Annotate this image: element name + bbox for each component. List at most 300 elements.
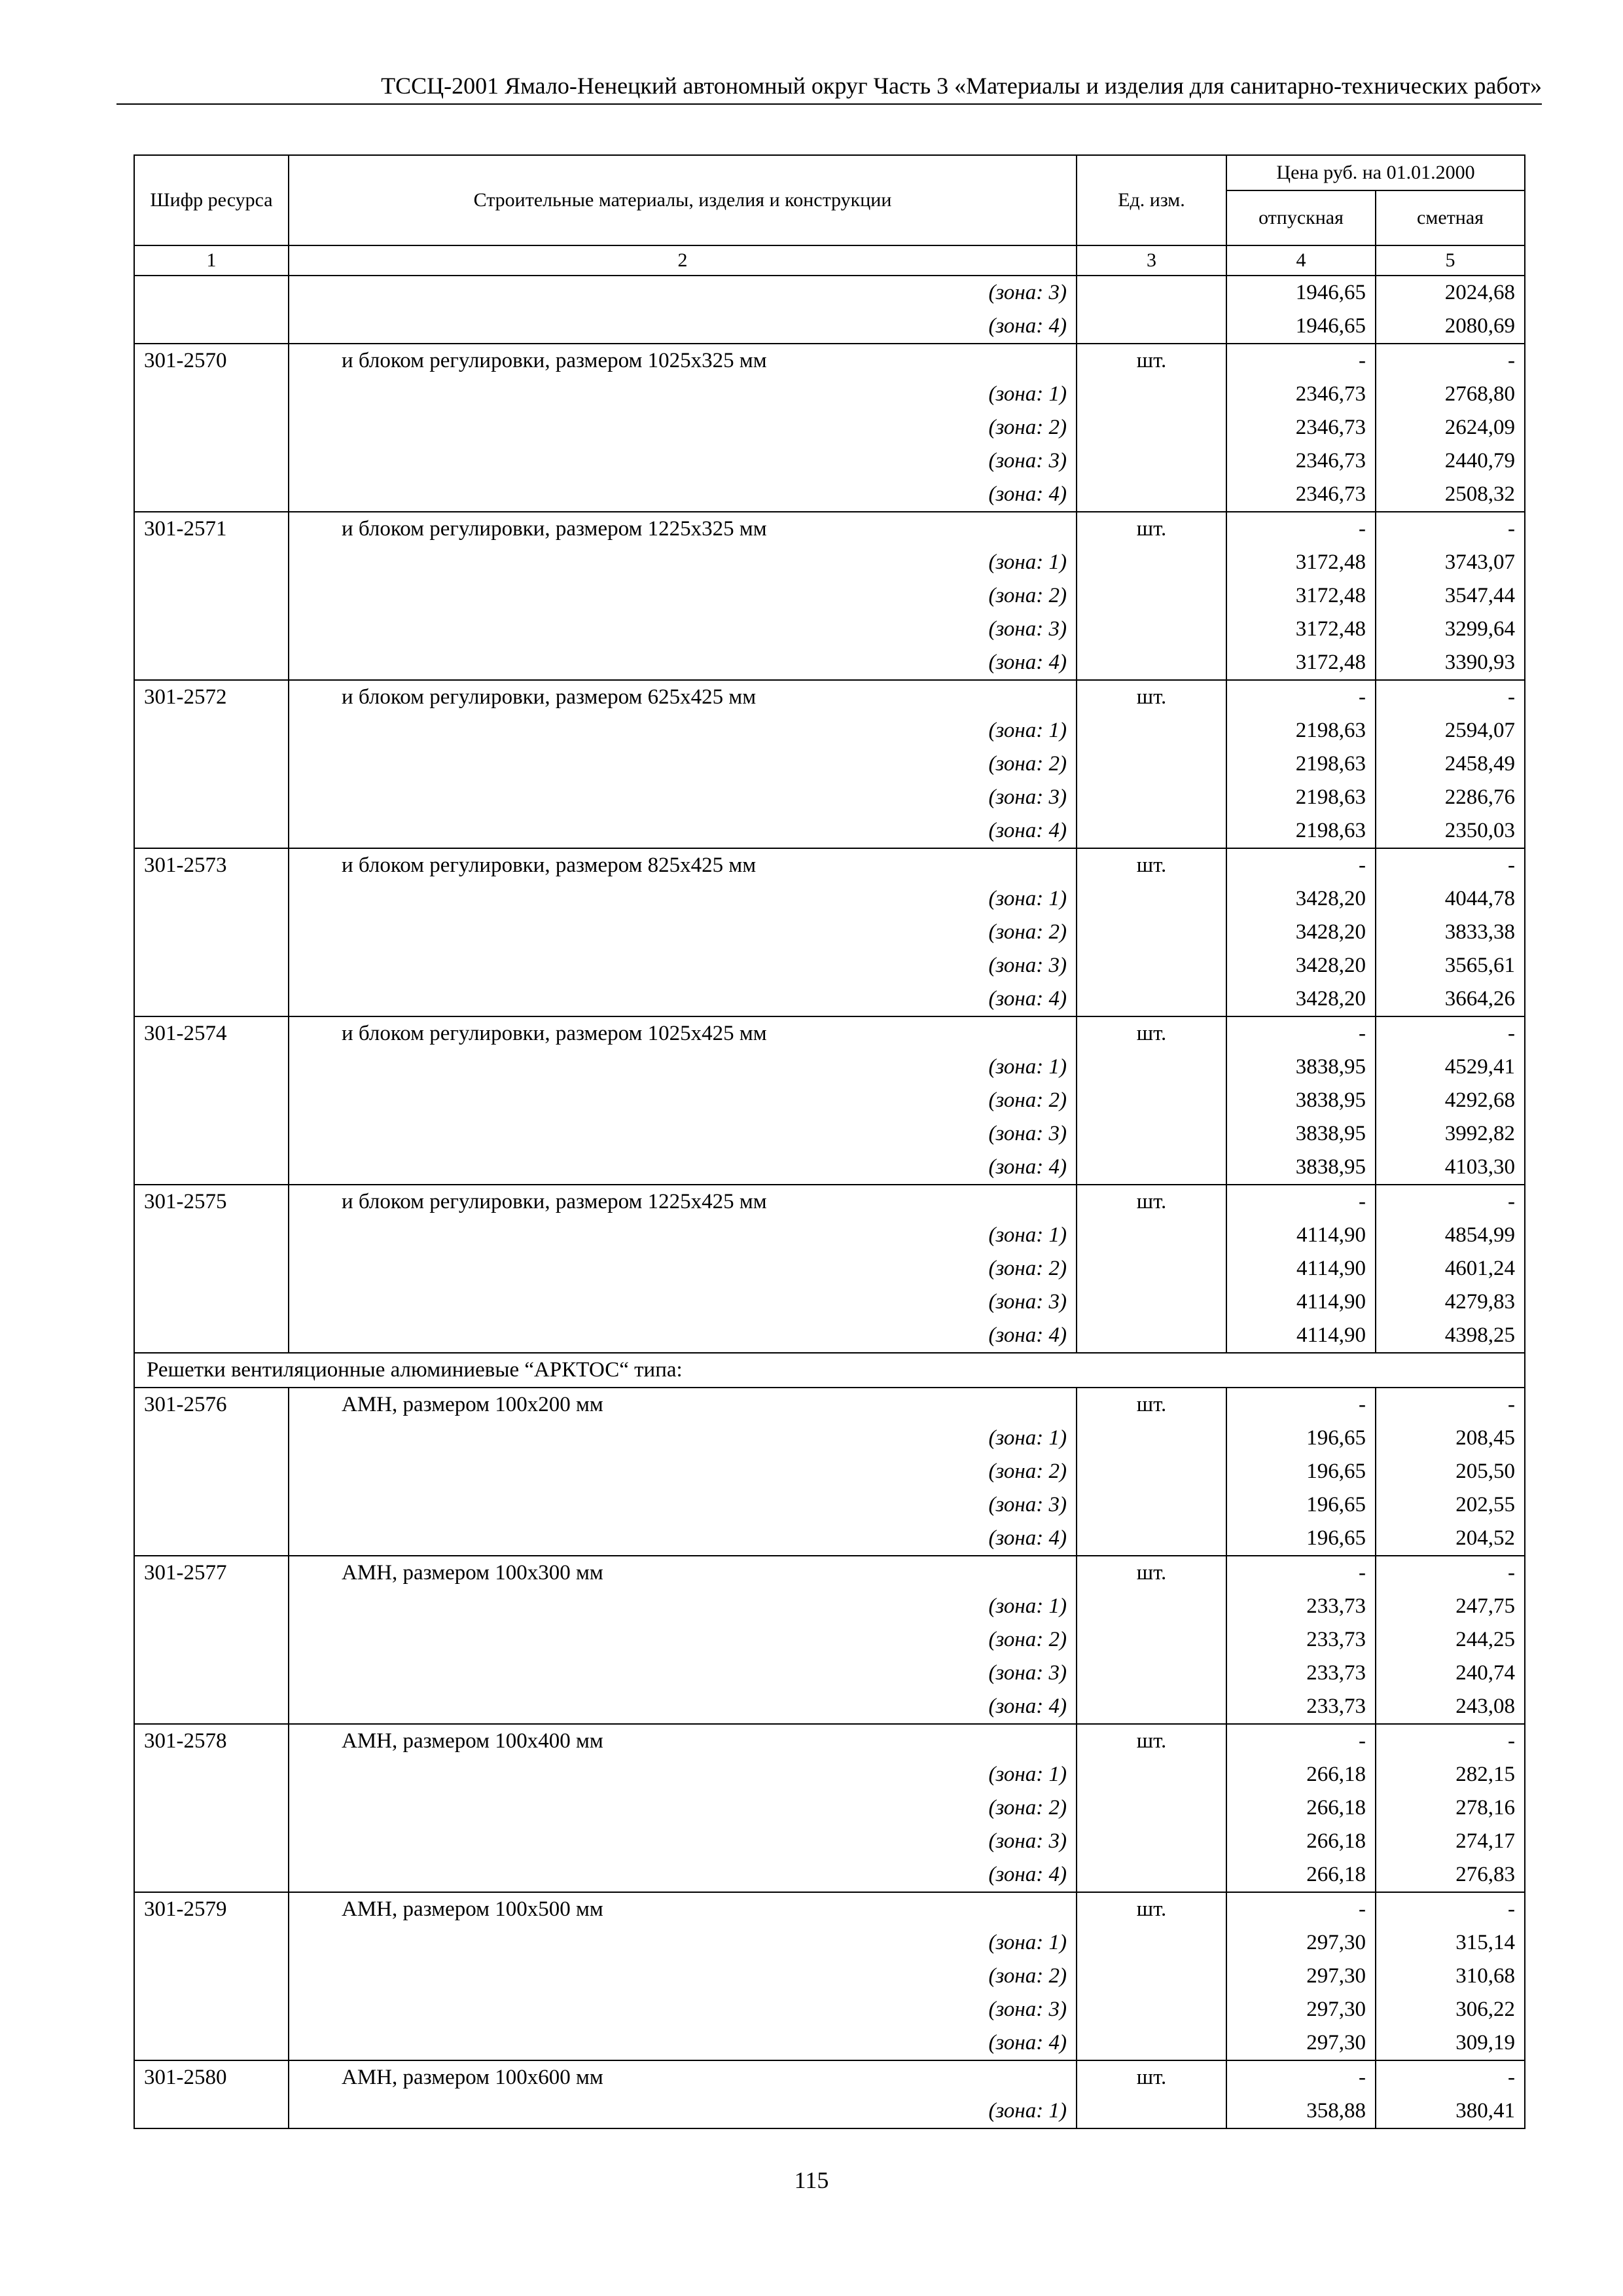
resource-code xyxy=(134,276,289,310)
resource-code xyxy=(134,882,289,916)
estimate-price: - xyxy=(1376,680,1525,714)
resource-code: 301-2576 xyxy=(134,1388,289,1422)
price-table xyxy=(134,154,1525,2129)
unit-of-measure xyxy=(1077,1488,1226,1522)
unit-of-measure xyxy=(1077,1522,1226,1556)
zone-row xyxy=(134,1657,1525,1690)
release-price: 2198,63 xyxy=(1226,814,1376,848)
zone-row xyxy=(134,444,1525,478)
resource-code xyxy=(134,916,289,949)
unit-of-measure xyxy=(1077,613,1226,646)
zone-row xyxy=(134,613,1525,646)
resource-code xyxy=(134,814,289,848)
estimate-price: 204,52 xyxy=(1376,1522,1525,1556)
col-number: 1 xyxy=(134,245,289,276)
zone-label: (зона: 3) xyxy=(289,1993,1077,2026)
zone-label: (зона: 1) xyxy=(289,1050,1077,1084)
zone-label: (зона: 4) xyxy=(289,982,1077,1016)
resource-code xyxy=(134,1219,289,1252)
unit-of-measure xyxy=(1077,1455,1226,1488)
unit-of-measure xyxy=(1077,444,1226,478)
unit-of-measure: шт. xyxy=(1077,1724,1226,1758)
zone-row xyxy=(134,1690,1525,1724)
release-price: - xyxy=(1226,2060,1376,2094)
resource-code xyxy=(134,1858,289,1892)
release-price: 2346,73 xyxy=(1226,478,1376,512)
unit-of-measure xyxy=(1077,1825,1226,1858)
resource-code xyxy=(134,1285,289,1319)
zone-row xyxy=(134,1117,1525,1151)
release-price: 2198,63 xyxy=(1226,714,1376,747)
estimate-price: 3565,61 xyxy=(1376,949,1525,982)
resource-code: 301-2577 xyxy=(134,1556,289,1590)
release-price: 297,30 xyxy=(1226,1926,1376,1960)
resource-code xyxy=(134,747,289,781)
unit-of-measure: шт. xyxy=(1077,2060,1226,2094)
zone-label: (зона: 3) xyxy=(289,276,1077,310)
resource-code xyxy=(134,1522,289,1556)
unit-of-measure: шт. xyxy=(1077,1892,1226,1926)
zone-row xyxy=(134,310,1525,344)
resource-code: 301-2572 xyxy=(134,680,289,714)
unit-of-measure xyxy=(1077,1623,1226,1657)
zone-row xyxy=(134,478,1525,512)
estimate-price: 2350,03 xyxy=(1376,814,1525,848)
unit-of-measure xyxy=(1077,378,1226,411)
resource-code xyxy=(134,781,289,814)
table-head xyxy=(134,155,1525,276)
item-name xyxy=(289,512,1077,546)
release-price: 4114,90 xyxy=(1226,1285,1376,1319)
resource-code xyxy=(134,1993,289,2026)
unit-of-measure xyxy=(1077,1319,1226,1353)
item-name-text: АМН, размером 100х300 мм xyxy=(342,1561,603,1585)
estimate-price: 278,16 xyxy=(1376,1791,1525,1825)
zone-row xyxy=(134,411,1525,444)
estimate-price: 309,19 xyxy=(1376,2026,1525,2060)
estimate-price: 2024,68 xyxy=(1376,276,1525,310)
zone-label: (зона: 1) xyxy=(289,378,1077,411)
unit-of-measure xyxy=(1077,882,1226,916)
estimate-price: - xyxy=(1376,1388,1525,1422)
release-price: 3428,20 xyxy=(1226,916,1376,949)
item-name-text: АМН, размером 100х500 мм xyxy=(342,1897,603,1921)
resource-code: 301-2580 xyxy=(134,2060,289,2094)
page-number: 115 xyxy=(794,2167,829,2193)
item-name xyxy=(289,680,1077,714)
zone-row xyxy=(134,1522,1525,1556)
zone-row xyxy=(134,781,1525,814)
unit-of-measure xyxy=(1077,411,1226,444)
item-row xyxy=(134,1724,1525,1758)
estimate-price: 4103,30 xyxy=(1376,1151,1525,1185)
zone-row xyxy=(134,646,1525,680)
unit-of-measure: шт. xyxy=(1077,1556,1226,1590)
zone-row xyxy=(134,1791,1525,1825)
zone-label: (зона: 3) xyxy=(289,1657,1077,1690)
unit-of-measure xyxy=(1077,1791,1226,1825)
zone-row xyxy=(134,1084,1525,1117)
resource-code xyxy=(134,1926,289,1960)
item-row xyxy=(134,344,1525,378)
zone-row xyxy=(134,1758,1525,1791)
item-name-text: АМН, размером 100х200 мм xyxy=(342,1393,603,1416)
zone-row xyxy=(134,714,1525,747)
resource-code xyxy=(134,714,289,747)
zone-label: (зона: 4) xyxy=(289,1858,1077,1892)
release-price: 3172,48 xyxy=(1226,646,1376,680)
item-name-text: и блоком регулировки, размером 825х425 мм xyxy=(342,853,757,877)
zone-label: (зона: 2) xyxy=(289,1252,1077,1285)
zone-row xyxy=(134,949,1525,982)
zone-row xyxy=(134,1050,1525,1084)
zone-label: (зона: 1) xyxy=(289,2094,1077,2128)
col-header-release-price: отпускная xyxy=(1226,190,1376,245)
zone-label: (зона: 1) xyxy=(289,882,1077,916)
unit-of-measure xyxy=(1077,646,1226,680)
zone-label: (зона: 3) xyxy=(289,781,1077,814)
resource-code xyxy=(134,1825,289,1858)
zone-label: (зона: 1) xyxy=(289,1219,1077,1252)
resource-code xyxy=(134,1623,289,1657)
resource-code: 301-2579 xyxy=(134,1892,289,1926)
resource-code xyxy=(134,2094,289,2128)
unit-of-measure xyxy=(1077,1422,1226,1455)
estimate-price: 274,17 xyxy=(1376,1825,1525,1858)
estimate-price: 243,08 xyxy=(1376,1690,1525,1724)
zone-label: (зона: 2) xyxy=(289,1960,1077,1993)
estimate-price: 4854,99 xyxy=(1376,1219,1525,1252)
estimate-price: - xyxy=(1376,1724,1525,1758)
zone-row xyxy=(134,1488,1525,1522)
unit-of-measure xyxy=(1077,781,1226,814)
estimate-price: 2594,07 xyxy=(1376,714,1525,747)
unit-of-measure xyxy=(1077,1050,1226,1084)
col-header-price-group: Цена руб. на 01.01.2000 xyxy=(1226,155,1525,190)
release-price: 196,65 xyxy=(1226,1455,1376,1488)
resource-code: 301-2574 xyxy=(134,1016,289,1050)
item-row xyxy=(134,1556,1525,1590)
release-price: 266,18 xyxy=(1226,1825,1376,1858)
header-rule xyxy=(116,103,1542,105)
item-name xyxy=(289,1892,1077,1926)
resource-code xyxy=(134,546,289,579)
estimate-price: - xyxy=(1376,1892,1525,1926)
unit-of-measure xyxy=(1077,310,1226,344)
release-price: 3428,20 xyxy=(1226,949,1376,982)
resource-code xyxy=(134,613,289,646)
release-price: 4114,90 xyxy=(1226,1252,1376,1285)
zone-label: (зона: 2) xyxy=(289,1455,1077,1488)
release-price: 233,73 xyxy=(1226,1690,1376,1724)
zone-label: (зона: 1) xyxy=(289,1590,1077,1623)
estimate-price: 2508,32 xyxy=(1376,478,1525,512)
zone-row xyxy=(134,814,1525,848)
col-number: 3 xyxy=(1077,245,1226,276)
resource-code xyxy=(134,949,289,982)
unit-of-measure xyxy=(1077,1219,1226,1252)
zone-label: (зона: 2) xyxy=(289,916,1077,949)
col-number: 4 xyxy=(1226,245,1376,276)
unit-of-measure: шт. xyxy=(1077,1388,1226,1422)
estimate-price: - xyxy=(1376,2060,1525,2094)
zone-label: (зона: 1) xyxy=(289,546,1077,579)
resource-code xyxy=(134,579,289,613)
release-price: 3172,48 xyxy=(1226,579,1376,613)
resource-code: 301-2575 xyxy=(134,1185,289,1219)
resource-code xyxy=(134,1050,289,1084)
zone-label: (зона: 3) xyxy=(289,444,1077,478)
item-row xyxy=(134,848,1525,882)
col-header-unit: Ед. изм. xyxy=(1077,155,1226,245)
item-name-text: и блоком регулировки, размером 1025х325 мм xyxy=(342,349,767,372)
item-name xyxy=(289,1724,1077,1758)
item-name xyxy=(289,2060,1077,2094)
unit-of-measure xyxy=(1077,2026,1226,2060)
release-price: 233,73 xyxy=(1226,1657,1376,1690)
release-price: 3428,20 xyxy=(1226,982,1376,1016)
resource-code xyxy=(134,1758,289,1791)
release-price: 196,65 xyxy=(1226,1522,1376,1556)
resource-code xyxy=(134,1690,289,1724)
release-price: 3838,95 xyxy=(1226,1050,1376,1084)
estimate-price: - xyxy=(1376,344,1525,378)
item-name-text: и блоком регулировки, размером 625х425 мм xyxy=(342,685,757,709)
zone-row xyxy=(134,2094,1525,2128)
unit-of-measure xyxy=(1077,1657,1226,1690)
release-price: 2346,73 xyxy=(1226,378,1376,411)
zone-row xyxy=(134,1623,1525,1657)
resource-code xyxy=(134,982,289,1016)
resource-code xyxy=(134,1151,289,1185)
item-name xyxy=(289,1388,1077,1422)
zone-label: (зона: 4) xyxy=(289,1690,1077,1724)
zone-row xyxy=(134,747,1525,781)
item-row xyxy=(134,680,1525,714)
unit-of-measure xyxy=(1077,1993,1226,2026)
estimate-price: 3547,44 xyxy=(1376,579,1525,613)
estimate-price: 2286,76 xyxy=(1376,781,1525,814)
estimate-price: 282,15 xyxy=(1376,1758,1525,1791)
resource-code xyxy=(134,1960,289,1993)
zone-label: (зона: 1) xyxy=(289,714,1077,747)
unit-of-measure xyxy=(1077,1590,1226,1623)
resource-code xyxy=(134,646,289,680)
release-price: 2346,73 xyxy=(1226,444,1376,478)
zone-row xyxy=(134,276,1525,310)
release-price: 4114,90 xyxy=(1226,1319,1376,1353)
estimate-price: 4292,68 xyxy=(1376,1084,1525,1117)
item-name xyxy=(289,848,1077,882)
release-price: - xyxy=(1226,512,1376,546)
estimate-price: - xyxy=(1376,1185,1525,1219)
unit-of-measure: шт. xyxy=(1077,848,1226,882)
zone-label: (зона: 4) xyxy=(289,310,1077,344)
release-price: - xyxy=(1226,1016,1376,1050)
zone-label: (зона: 4) xyxy=(289,646,1077,680)
item-name-text: АМН, размером 100х400 мм xyxy=(342,1729,603,1753)
release-price: 266,18 xyxy=(1226,1858,1376,1892)
col-header-code: Шифр ресурса xyxy=(134,155,289,245)
zone-row xyxy=(134,1285,1525,1319)
unit-of-measure xyxy=(1077,982,1226,1016)
unit-of-measure xyxy=(1077,747,1226,781)
zone-label: (зона: 2) xyxy=(289,1623,1077,1657)
col-number: 2 xyxy=(289,245,1077,276)
release-price: 4114,90 xyxy=(1226,1219,1376,1252)
running-header: ТССЦ-2001 Ямало-Ненецкий автономный округ Часть 3 «Материалы и изделия для санитарно-технических работ» xyxy=(381,73,1542,99)
estimate-price: 4279,83 xyxy=(1376,1285,1525,1319)
release-price: 266,18 xyxy=(1226,1791,1376,1825)
release-price: 3838,95 xyxy=(1226,1117,1376,1151)
zone-label: (зона: 4) xyxy=(289,1522,1077,1556)
section-row xyxy=(134,1353,1525,1388)
estimate-price: 208,45 xyxy=(1376,1422,1525,1455)
release-price: 196,65 xyxy=(1226,1488,1376,1522)
estimate-price: 3992,82 xyxy=(1376,1117,1525,1151)
item-row xyxy=(134,1185,1525,1219)
release-price: 2198,63 xyxy=(1226,747,1376,781)
zone-row xyxy=(134,1926,1525,1960)
estimate-price: 247,75 xyxy=(1376,1590,1525,1623)
unit-of-measure xyxy=(1077,714,1226,747)
unit-of-measure: шт. xyxy=(1077,1185,1226,1219)
item-name-text: и блоком регулировки, размером 1225х325 мм xyxy=(342,517,767,541)
table-body xyxy=(134,276,1525,2128)
zone-label: (зона: 2) xyxy=(289,579,1077,613)
unit-of-measure xyxy=(1077,2094,1226,2128)
zone-label: (зона: 2) xyxy=(289,1791,1077,1825)
zone-row xyxy=(134,1590,1525,1623)
zone-label: (зона: 3) xyxy=(289,1285,1077,1319)
release-price: 233,73 xyxy=(1226,1590,1376,1623)
resource-code xyxy=(134,1590,289,1623)
zone-row xyxy=(134,916,1525,949)
unit-of-measure xyxy=(1077,1285,1226,1319)
estimate-price: 3299,64 xyxy=(1376,613,1525,646)
resource-code: 301-2570 xyxy=(134,344,289,378)
zone-label: (зона: 3) xyxy=(289,613,1077,646)
resource-code: 301-2571 xyxy=(134,512,289,546)
estimate-price: 306,22 xyxy=(1376,1993,1525,2026)
resource-code xyxy=(134,411,289,444)
zone-row xyxy=(134,378,1525,411)
zone-row xyxy=(134,1422,1525,1455)
estimate-price: 244,25 xyxy=(1376,1623,1525,1657)
resource-code xyxy=(134,1084,289,1117)
release-price: - xyxy=(1226,1185,1376,1219)
release-price: 297,30 xyxy=(1226,1993,1376,2026)
resource-code xyxy=(134,1252,289,1285)
estimate-price: - xyxy=(1376,1556,1525,1590)
unit-of-measure xyxy=(1077,1117,1226,1151)
resource-code xyxy=(134,444,289,478)
resource-code xyxy=(134,1488,289,1522)
resource-code: 301-2573 xyxy=(134,848,289,882)
zone-label: (зона: 2) xyxy=(289,747,1077,781)
item-name xyxy=(289,1556,1077,1590)
estimate-price: 276,83 xyxy=(1376,1858,1525,1892)
estimate-price: 315,14 xyxy=(1376,1926,1525,1960)
item-name xyxy=(289,1185,1077,1219)
resource-code xyxy=(134,2026,289,2060)
zone-row xyxy=(134,1455,1525,1488)
zone-label: (зона: 1) xyxy=(289,1926,1077,1960)
estimate-price: - xyxy=(1376,512,1525,546)
release-price: 297,30 xyxy=(1226,1960,1376,1993)
zone-row xyxy=(134,579,1525,613)
unit-of-measure xyxy=(1077,1926,1226,1960)
item-row xyxy=(134,1892,1525,1926)
item-name xyxy=(289,344,1077,378)
release-price: 3838,95 xyxy=(1226,1084,1376,1117)
unit-of-measure xyxy=(1077,1690,1226,1724)
zone-label: (зона: 3) xyxy=(289,949,1077,982)
release-price: - xyxy=(1226,344,1376,378)
item-name-text: АМН, размером 100х600 мм xyxy=(342,2066,603,2089)
estimate-price: 202,55 xyxy=(1376,1488,1525,1522)
zone-row xyxy=(134,1825,1525,1858)
zone-row xyxy=(134,982,1525,1016)
zone-label: (зона: 2) xyxy=(289,1084,1077,1117)
estimate-price: 4398,25 xyxy=(1376,1319,1525,1353)
zone-row xyxy=(134,546,1525,579)
item-name-text: и блоком регулировки, размером 1025х425 мм xyxy=(342,1022,767,1045)
resource-code xyxy=(134,1791,289,1825)
release-price: 3428,20 xyxy=(1226,882,1376,916)
item-row xyxy=(134,1016,1525,1050)
resource-code xyxy=(134,1422,289,1455)
release-price: 3172,48 xyxy=(1226,613,1376,646)
unit-of-measure xyxy=(1077,1960,1226,1993)
item-name xyxy=(289,1016,1077,1050)
release-price: 196,65 xyxy=(1226,1422,1376,1455)
unit-of-measure: шт. xyxy=(1077,680,1226,714)
zone-label: (зона: 3) xyxy=(289,1117,1077,1151)
unit-of-measure xyxy=(1077,478,1226,512)
zone-label: (зона: 1) xyxy=(289,1422,1077,1455)
release-price: 266,18 xyxy=(1226,1758,1376,1791)
zone-label: (зона: 4) xyxy=(289,1319,1077,1353)
release-price: - xyxy=(1226,1556,1376,1590)
estimate-price: 2624,09 xyxy=(1376,411,1525,444)
unit-of-measure xyxy=(1077,814,1226,848)
zone-row xyxy=(134,1993,1525,2026)
release-price: 2346,73 xyxy=(1226,411,1376,444)
zone-row xyxy=(134,1960,1525,1993)
unit-of-measure xyxy=(1077,579,1226,613)
estimate-price: - xyxy=(1376,1016,1525,1050)
estimate-price: 3743,07 xyxy=(1376,546,1525,579)
zone-label: (зона: 3) xyxy=(289,1825,1077,1858)
zone-row xyxy=(134,1219,1525,1252)
zone-label: (зона: 4) xyxy=(289,814,1077,848)
estimate-price: 4044,78 xyxy=(1376,882,1525,916)
zone-label: (зона: 4) xyxy=(289,2026,1077,2060)
estimate-price: 2080,69 xyxy=(1376,310,1525,344)
resource-code xyxy=(134,378,289,411)
unit-of-measure xyxy=(1077,1151,1226,1185)
release-price: 2198,63 xyxy=(1226,781,1376,814)
section-title: Решетки вентиляционные алюминиевые “АРКТОС“ типа: xyxy=(134,1353,1525,1388)
release-price: 1946,65 xyxy=(1226,276,1376,310)
zone-row xyxy=(134,1858,1525,1892)
estimate-price: 3390,93 xyxy=(1376,646,1525,680)
col-number: 5 xyxy=(1376,245,1525,276)
unit-of-measure: шт. xyxy=(1077,1016,1226,1050)
resource-code xyxy=(134,478,289,512)
unit-of-measure: шт. xyxy=(1077,512,1226,546)
